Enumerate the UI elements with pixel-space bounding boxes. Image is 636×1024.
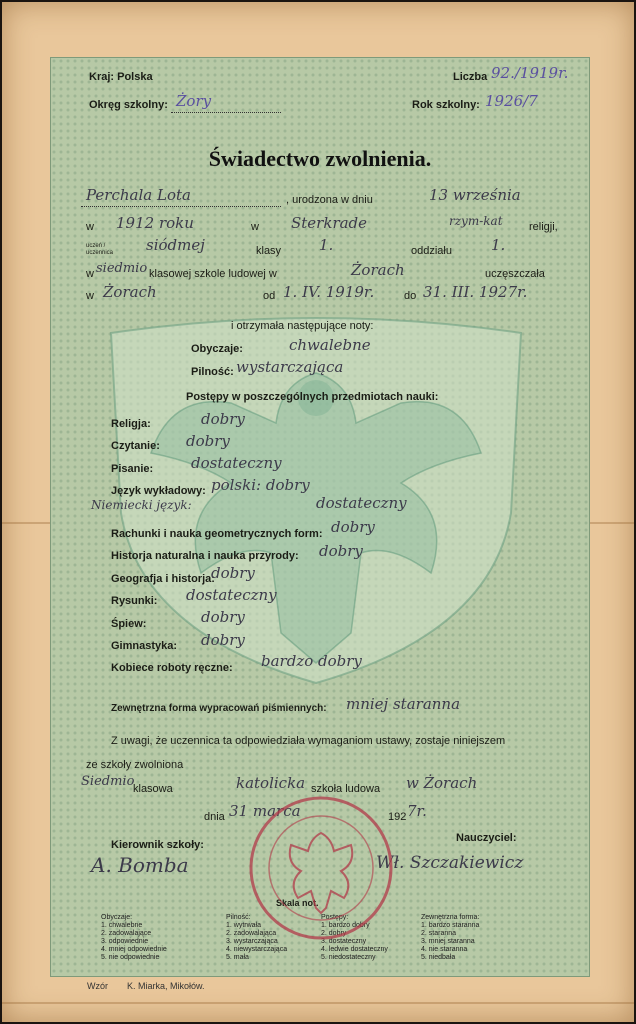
class-value: siódmej [146, 236, 205, 254]
subject-grade: dobry [201, 631, 245, 649]
subject-label: Pisanie: [111, 463, 154, 475]
subject-label: Śpiew: [111, 618, 147, 630]
subject-grade: dostateczny [186, 586, 277, 604]
attended-label: uczęszczała [485, 268, 545, 280]
subject-grade: dobry [186, 432, 230, 450]
diligence-grade: wystarczająca [236, 358, 344, 376]
behaviour-grade: chwalebne [289, 336, 371, 354]
teacher-signature: Wł. Szczakiewicz [376, 853, 524, 873]
student-name: Perchala Lota [86, 186, 191, 204]
period-prefix: w [86, 290, 94, 302]
footer-left: Wzór [87, 981, 108, 991]
number-value: 92./1919r. [491, 64, 569, 82]
from-label: od [263, 290, 276, 302]
period-town: Żorach [103, 283, 157, 301]
teacher-label: Nauczyciel: [456, 832, 517, 844]
year-label: 192 [388, 811, 407, 823]
written-value: mniej staranna [346, 695, 461, 713]
subject-label: Historja naturalna i nauka przyrody: [111, 550, 299, 562]
head-label: Kierownik szkoły: [111, 839, 204, 851]
head-signature: A. Bomba [91, 853, 189, 877]
school-kind: katolicka [236, 774, 306, 792]
grades-intro: i otrzymała następujące noty: [231, 320, 374, 332]
district-label: Okręg szkolny: [89, 99, 168, 111]
subject-grade: dobry [331, 518, 375, 536]
district-line [171, 112, 281, 113]
subject-label: Geografja i historja: [111, 573, 215, 585]
role-label: uczeń / uczennica [86, 243, 114, 256]
certificate-form [50, 57, 590, 977]
school-number: Siedmio [81, 774, 135, 789]
name-line [81, 206, 281, 207]
date-label: dnia [204, 811, 225, 823]
diligence-label: Pilność: [191, 366, 234, 378]
religion-value: rzym-kat [449, 214, 503, 228]
scale-written: Zewnętrzna forma: 1. bardzo staranna 2. staranna 3. mniej staranna 4. nie staranna 5. niedbała [421, 914, 480, 961]
subject-grade: dostateczny [316, 494, 407, 512]
subject-label: Rachunki i nauka geometrycznych form: [111, 528, 323, 540]
school-label: klasowej szkole ludowej w [149, 268, 277, 280]
subject-grade: dobry [201, 410, 245, 428]
place-prefix: w [251, 221, 259, 233]
from-date: 1. IV. 1919r. [283, 283, 375, 301]
school-town: Żorach [351, 261, 405, 279]
year-prefix: w [86, 221, 94, 233]
subject-grade: dobry [201, 608, 245, 626]
to-date: 31. III. 1927r. [423, 283, 528, 301]
country-label: Kraj: [89, 71, 115, 83]
year-value: 7r. [407, 802, 427, 820]
scale-title: Skala not. [276, 898, 319, 908]
country-value: Polska [117, 71, 153, 83]
scale-progress: Postępy: 1. bardzo dobry 2. dobry 3. dostateczny 4. ledwie dostateczny 5. niedostateczny [321, 914, 388, 961]
subject-grade: dostateczny [191, 454, 282, 472]
division-number: 1. [491, 236, 506, 254]
subjects-title: Postępy w poszczególnych przedmiotach nauki: [186, 391, 439, 403]
subject-grade: bardzo dobry [261, 652, 362, 670]
subject-grade: dobry [211, 564, 255, 582]
to-label: do [404, 290, 417, 302]
scale-diligence: Pilność: 1. wytrwała 2. zadowalająca 3. wystarczająca 4. niewystarczająca 5. mała [226, 914, 288, 961]
subject-label: Rysunki: [111, 595, 158, 607]
certificate-title: Świadectwo zwolnienia. [208, 146, 432, 171]
religion-label: religji, [529, 221, 558, 233]
school-year-label: Rok szkolny: [412, 99, 480, 111]
class-number: 1. [319, 236, 334, 254]
subject-label: Religja: [111, 418, 151, 430]
footer-printer: K. Miarka, Mikołów. [127, 981, 205, 991]
subject-label: Niemiecki język: [91, 498, 192, 512]
born-label: , urodzona w dniu [286, 194, 373, 206]
subject-label: Kobiece roboty ręczne: [111, 662, 233, 674]
birth-place: Sterkrade [291, 214, 368, 232]
subject-grade: polski: dobry [211, 476, 310, 494]
closing-line2: ze szkoły zwolniona [86, 759, 184, 771]
written-label: Zewnętrzna forma wypracowań piśmiennych: [111, 703, 327, 714]
subject-label: Język wykładowy: [111, 485, 206, 497]
subject-grade: dobry [319, 542, 363, 560]
official-stamp [246, 793, 396, 943]
number-label: Liczba [453, 71, 488, 83]
subject-label: Czytanie: [111, 440, 160, 452]
district-value: Żory [176, 92, 212, 110]
class-label: klasy [256, 245, 282, 257]
subject-label: Gimnastyka: [111, 640, 178, 652]
school-end: szkoła ludowa [311, 783, 381, 795]
scale-behaviour: Obyczaje: 1. chwalebne 2. zadowalające 3. odpowiednie 4. mniej odpowiednie 5. nie odpowiednie [101, 914, 167, 961]
closing-line1: Z uwagi, że uczennica ta odpowiedziała wymaganiom ustawy, zostaje niniejszem [111, 735, 506, 747]
behaviour-label: Obyczaje: [191, 343, 243, 355]
fold-line [2, 1002, 634, 1004]
school-mid: klasowa [133, 783, 173, 795]
certificate-paper [2, 2, 634, 1022]
school-town-final: w Żorach [406, 774, 478, 792]
school-type: siedmio [96, 261, 148, 276]
school-year-value: 1926/7 [485, 92, 538, 110]
division-label: oddziału [411, 245, 452, 257]
school-type-prefix: w [86, 268, 94, 280]
date-value: 31 marca [229, 802, 301, 820]
birth-year: 1912 roku [116, 214, 194, 232]
born-day: 13 września [429, 186, 521, 204]
